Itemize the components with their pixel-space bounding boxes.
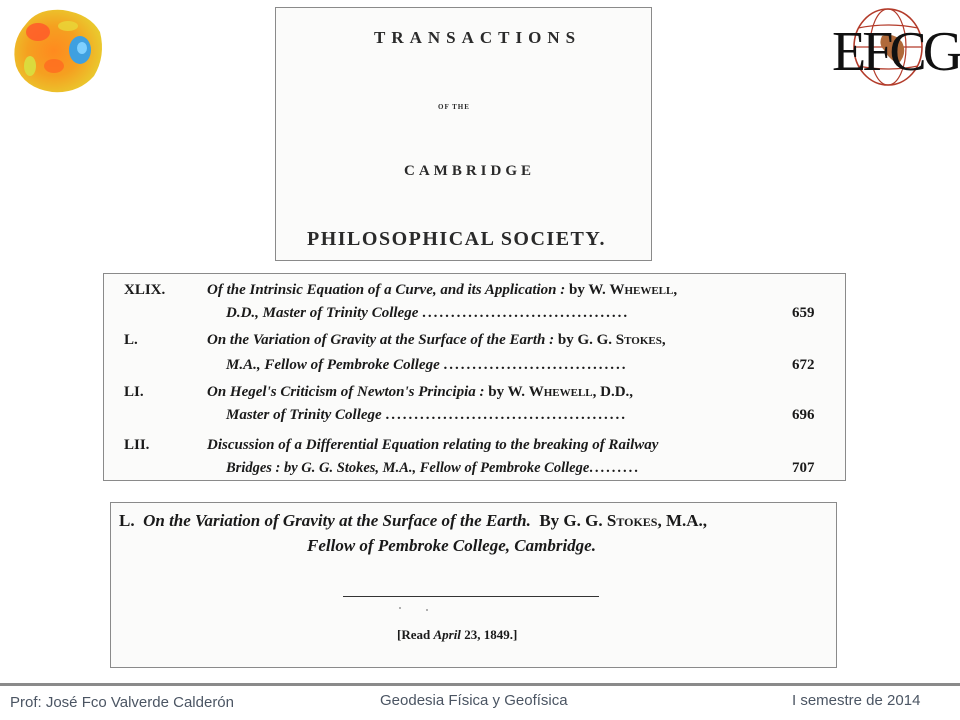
read-date: [Read April 23, 1849.]	[397, 627, 518, 642]
table-of-contents-panel	[103, 273, 846, 481]
toc-entry-title: On the Variation of Gravity at the Surface of the Earth : by G. G. Stokes,	[207, 332, 666, 348]
title-transactions: TRANSACTIONS	[374, 28, 582, 47]
toc-entry-affiliation: Master of Trinity College ..........................................	[226, 407, 627, 423]
logo-text: EFCG	[832, 21, 960, 83]
geoid-illustration	[8, 4, 108, 96]
toc-entry-page: 707	[792, 460, 815, 476]
article-title-line: L. On the Variation of Gravity at the Surface of the Earth. By G. G. Stokes, M.A.,	[119, 511, 708, 530]
footer-semester: I semestre de 2014	[792, 692, 921, 709]
toc-entry-title: On Hegel's Criticism of Newton's Principia : by W. Whewell, D.D.,	[207, 384, 634, 400]
footer-divider	[0, 683, 960, 686]
title-of-the: OF THE	[438, 103, 470, 111]
toc-entry-number: LII.	[124, 437, 150, 453]
toc-entry-number: LI.	[124, 384, 144, 400]
toc-entry-title: Discussion of a Differential Equation relating to the breaking of Railway	[207, 437, 659, 453]
toc-entry-affiliation: D.D., Master of Trinity College ....................................	[226, 305, 630, 321]
title-cambridge: CAMBRIDGE	[404, 163, 536, 179]
footer-course: Geodesia Física y Geofísica	[380, 692, 568, 709]
toc-entry-number: XLIX.	[124, 282, 166, 298]
efcg-logo	[828, 6, 960, 88]
divider-rule	[343, 596, 599, 597]
toc-entry-page: 672	[792, 357, 815, 373]
title-society: PHILOSOPHICAL SOCIETY.	[307, 228, 607, 250]
toc-entry-title: Of the Intrinsic Equation of a Curve, and its Application : by W. Whewell,	[207, 282, 678, 298]
toc-entry-affiliation: M.A., Fellow of Pembroke College ................................	[226, 357, 628, 373]
toc-entry-number: L.	[124, 332, 138, 348]
print-speck	[399, 607, 401, 609]
toc-entry-page: 659	[792, 305, 815, 321]
article-affiliation-line: Fellow of Pembroke College, Cambridge.	[307, 536, 596, 555]
article-heading-panel	[110, 502, 837, 668]
print-speck	[426, 609, 428, 611]
toc-entry-page: 696	[792, 407, 815, 423]
journal-title-panel	[275, 7, 652, 261]
footer-professor: Prof: José Fco Valverde Calderón	[10, 694, 234, 711]
toc-entry-affiliation: Bridges : by G. G. Stokes, M.A., Fellow of Pembroke College.........	[226, 460, 640, 476]
